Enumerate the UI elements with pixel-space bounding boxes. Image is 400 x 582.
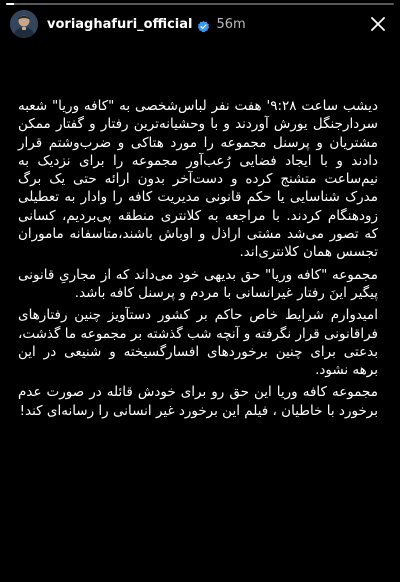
story-timestamp: 56m [216, 16, 246, 32]
story-header [10, 9, 392, 39]
avatar[interactable] [10, 10, 38, 38]
close-button[interactable] [364, 10, 392, 38]
story-paragraph: دیشب ساعت ۹:۲۸' هفت نفر لباس‌شخصی به "کافه وریا" شعبه سردارجنگل یورش آوردند و با وحشیانه‌ترین رفتار و گفتار ممکن مشتریان و پرسنل مجموعه را مورد هتاکی و ضرب‌وشتم قرار دادند و با ایجاد فضایی رُعب‌آور مجموعه را برای نزدیک به نیم‌ساعت متشنج کرده و دست‌آخر بدون ارائه حتی یک برگ مدرک شناسایی یا حکم قانونی مدیریت کافه را وادار به تعطیلی زودهنگام کردند. با مراجعه به کلانتری منطقه پی‌بردیم، کسانی که تصور می‌شد مشتی اراذل و اوباش باشند،متاسفانه ماموران تجسس همان کلانتری‌اند. [18, 98, 378, 261]
story-paragraph: امیدوارم شرایط خاص حاکم بر کشور دستآویز چنین رفتارهای فراقانونی قرار نگرفته و آنچه شب گذشته بر مجموعه ما گذشت، بدعتی برای چنین برخوردهای افسارگسیخته و شنیعی در این برهه نشود. [18, 307, 378, 379]
close-icon [369, 15, 387, 33]
verified-badge-icon [197, 18, 210, 31]
story-progress-fill [6, 3, 14, 5]
story-text-body [18, 97, 378, 424]
story-progress-bar [6, 3, 394, 5]
story-paragraph: مجموعه "کافه وریا" حق بدیهی خود می‌داند که از مجاریِ قانونی پیگیر اینَ رفتار غیرانسانی با مردم و پرسنل کافه باشد. [18, 266, 378, 301]
avatar-image [10, 10, 38, 38]
story-paragraph: مجموعه کافه وریا این حق رو برای خودش قائله در صورت عدم برخورد با خاطیان ، فیلم این برخورد غیر انسانی را رسانه‌ای کند! [18, 384, 378, 419]
username[interactable]: voriaghafuri_official [47, 16, 193, 32]
